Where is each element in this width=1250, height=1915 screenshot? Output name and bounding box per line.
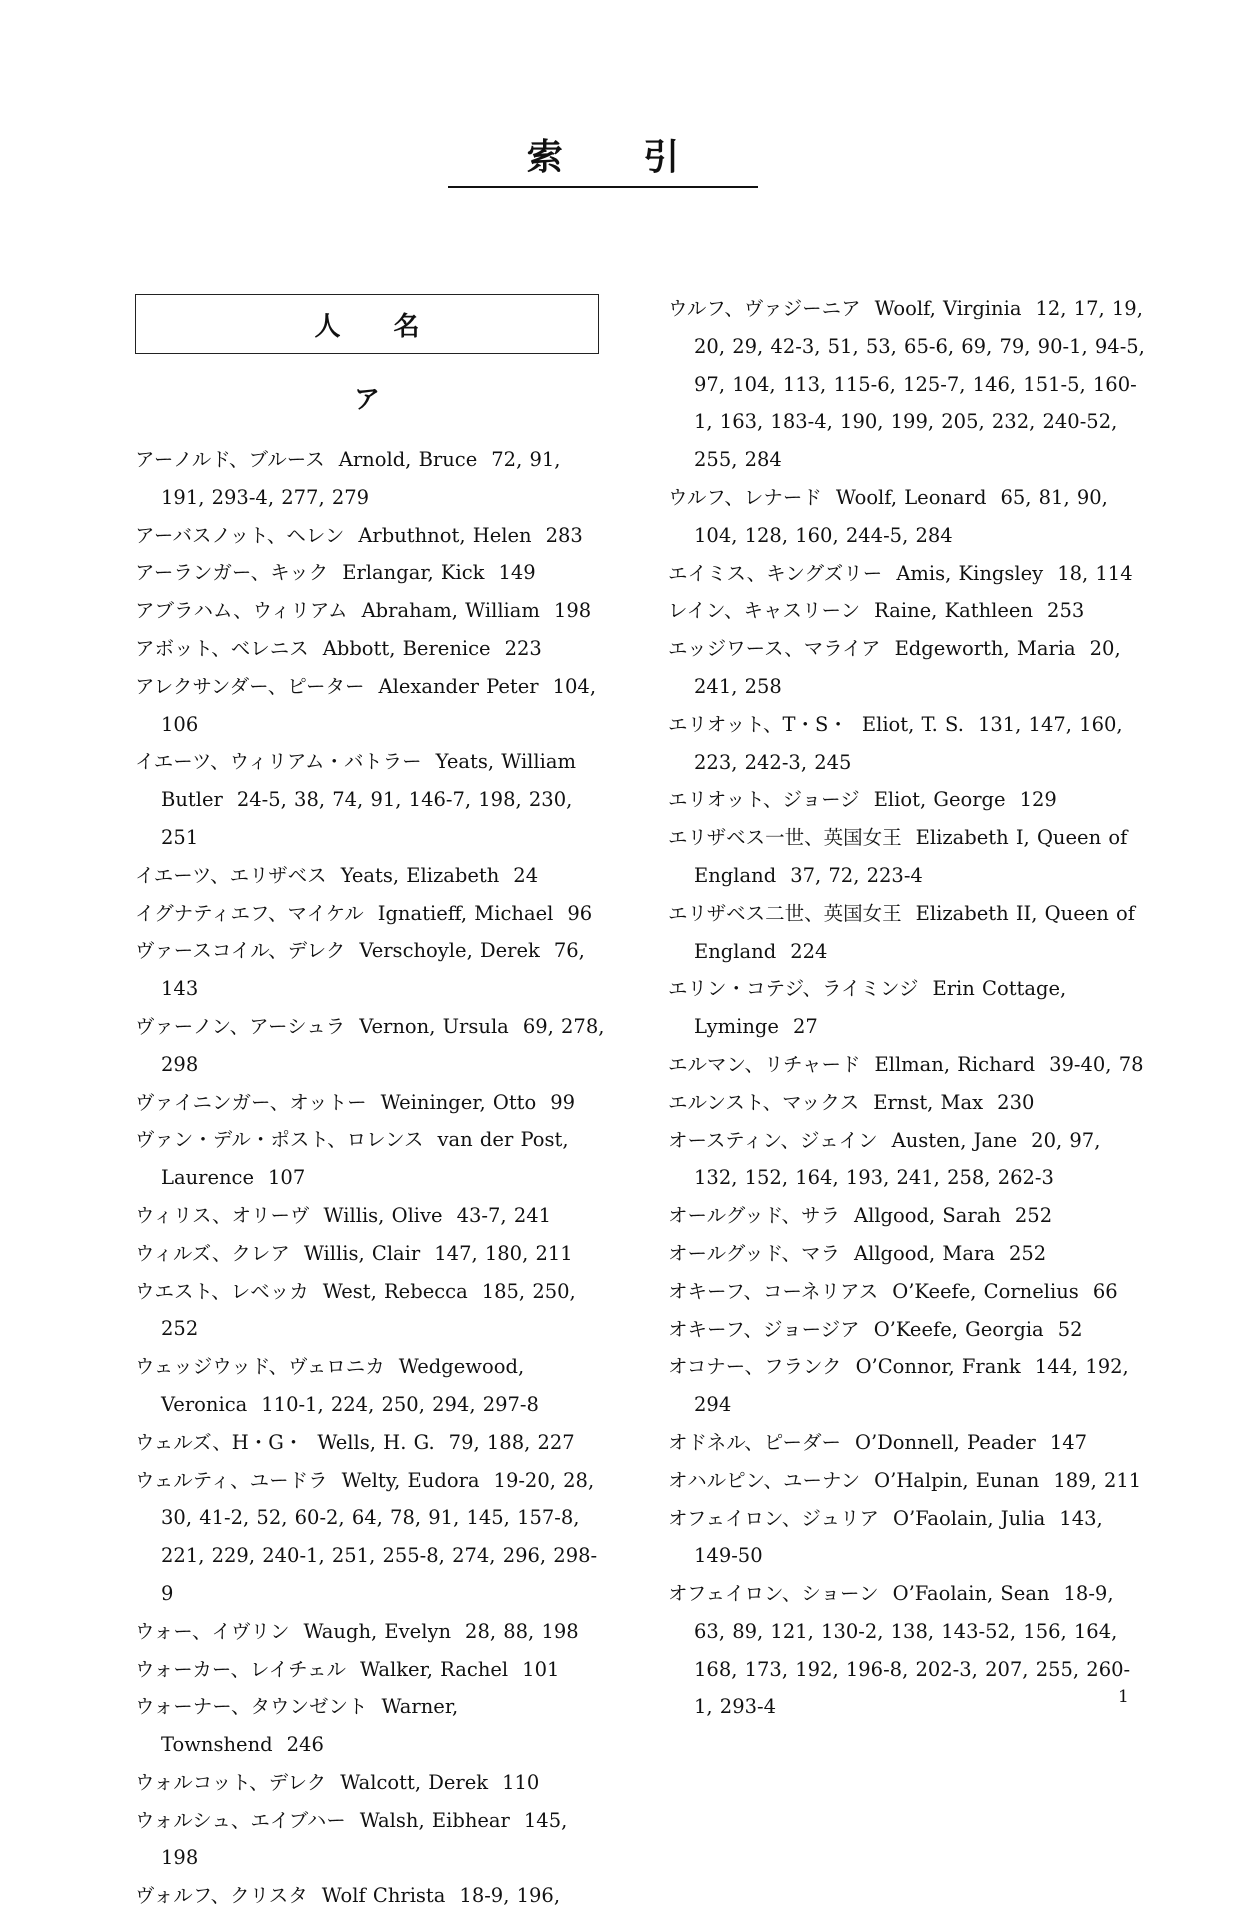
entry-english-name: O’Donnell, Peader bbox=[854, 1430, 1036, 1454]
entry-page-numbers: 72, 91, 191, 293-4, 277, 279 bbox=[161, 448, 561, 509]
index-entry bbox=[135, 1688, 605, 1764]
entry-english-name: Verschoyle, Derek bbox=[359, 939, 540, 963]
entry-english-name: Alexander Peter bbox=[378, 674, 539, 698]
entry-page-numbers: 52 bbox=[1057, 1317, 1083, 1341]
entry-japanese-name: イエーツ、ウィリアム・バトラー bbox=[135, 750, 422, 774]
index-entry bbox=[668, 1424, 1148, 1462]
entry-english-name: O’Keefe, Georgia bbox=[873, 1317, 1044, 1341]
entry-page-numbers: 37, 72, 223-4 bbox=[790, 863, 923, 887]
entry-english-name: Erin Cottage, Lyminge bbox=[694, 977, 1067, 1039]
entry-japanese-name: ヴァイニンガー、オットー bbox=[135, 1090, 367, 1114]
index-entry bbox=[135, 1462, 605, 1613]
entry-english-name: van der Post, Laurence bbox=[161, 1128, 569, 1190]
index-entry bbox=[668, 1122, 1148, 1198]
entry-japanese-name: オキーフ、コーネリアス bbox=[668, 1279, 879, 1303]
entry-page-numbers: 18-9, 196, bbox=[459, 1884, 561, 1908]
entry-japanese-name: エリザベス二世、英国女王 bbox=[668, 901, 902, 925]
entry-japanese-name: エイミス、キングズリー bbox=[668, 561, 883, 585]
entry-page-numbers: 104, 106 bbox=[161, 674, 597, 736]
entry-page-numbers: 69, 278, 298 bbox=[161, 1014, 605, 1076]
entry-page-numbers: 79, 188, 227 bbox=[448, 1430, 575, 1454]
entry-english-name: Wolf Christa bbox=[321, 1884, 446, 1908]
entry-page-numbers: 18, 114 bbox=[1057, 561, 1133, 585]
entry-japanese-name: オコナー、フランク bbox=[668, 1355, 842, 1379]
index-entry bbox=[668, 290, 1148, 479]
entry-english-name: Austen, Jane bbox=[891, 1128, 1018, 1152]
index-entry bbox=[668, 555, 1148, 593]
entry-japanese-name: ウォルシュ、エイブハー bbox=[135, 1808, 346, 1832]
entry-page-numbers: 27 bbox=[792, 1015, 818, 1039]
entry-english-name: Wedgewood, Veronica bbox=[161, 1355, 525, 1416]
index-entry bbox=[135, 1877, 605, 1915]
entry-japanese-name: オールグッド、サラ bbox=[668, 1204, 840, 1228]
index-entry bbox=[135, 1235, 605, 1273]
entry-page-numbers: 110 bbox=[502, 1770, 540, 1794]
entry-japanese-name: レイン、キャスリーン bbox=[668, 599, 861, 623]
index-entry bbox=[135, 1802, 605, 1878]
entry-page-numbers: 76, 143 bbox=[161, 939, 585, 1001]
index-entry bbox=[135, 554, 605, 592]
index-entry bbox=[135, 1764, 605, 1802]
entry-japanese-name: ウルフ、ヴァジーニア bbox=[668, 297, 861, 320]
entry-page-numbers: 246 bbox=[286, 1733, 324, 1757]
entry-japanese-name: アボット、ベレニス bbox=[135, 636, 309, 660]
entry-page-numbers: 252 bbox=[1008, 1241, 1047, 1265]
section-heading-box bbox=[135, 294, 599, 354]
entry-japanese-name: ウェッジウッド、ヴェロニカ bbox=[135, 1355, 385, 1379]
entry-english-name: Elizabeth II, Queen of England bbox=[694, 901, 1135, 963]
index-entry bbox=[135, 592, 605, 630]
index-entry bbox=[135, 1121, 605, 1197]
index-entry bbox=[668, 706, 1148, 782]
entry-english-name: Raine, Kathleen bbox=[874, 599, 1034, 623]
index-entry bbox=[135, 1348, 605, 1424]
title-underline bbox=[448, 186, 758, 188]
entry-english-name: Walcott, Derek bbox=[340, 1770, 489, 1794]
index-entry bbox=[668, 1311, 1148, 1349]
entry-page-numbers: 223 bbox=[504, 636, 542, 660]
index-entry bbox=[668, 895, 1148, 971]
entry-japanese-name: エリオット、ジョージ bbox=[668, 788, 860, 812]
entry-page-numbers: 65, 81, 90, 104, 128, 160, 244-5, 284 bbox=[694, 485, 1108, 547]
section-heading: 人 名 bbox=[314, 311, 442, 342]
entry-page-numbers: 39-40, 78 bbox=[1049, 1052, 1144, 1076]
entry-japanese-name: ウェルティ、ユードラ bbox=[135, 1468, 328, 1492]
index-entry bbox=[135, 517, 605, 555]
entry-japanese-name: アーバスノット、ヘレン bbox=[135, 523, 345, 547]
entry-page-numbers: 283 bbox=[545, 523, 583, 547]
page-number: 1 bbox=[1118, 1687, 1129, 1707]
entry-english-name: Ernst, Max bbox=[873, 1090, 984, 1114]
index-entry bbox=[668, 781, 1148, 819]
index-entry bbox=[135, 630, 605, 668]
index-entry bbox=[668, 479, 1148, 555]
entry-japanese-name: エリン・コテジ、ライミンジ bbox=[668, 977, 919, 1001]
page-title: 索 引 bbox=[526, 137, 714, 178]
entry-page-numbers: 101 bbox=[522, 1657, 560, 1681]
entry-page-numbers: 20, 97, 132, 152, 164, 193, 241, 258, 262-3 bbox=[694, 1128, 1101, 1190]
entry-english-name: Yeats, Elizabeth bbox=[340, 863, 500, 887]
entry-japanese-name: ヴァーノン、アーシュラ bbox=[135, 1014, 346, 1038]
entry-english-name: Willis, Clair bbox=[303, 1241, 421, 1265]
entry-page-numbers: 66 bbox=[1092, 1279, 1118, 1303]
entry-page-numbers: 28, 88, 198 bbox=[465, 1619, 579, 1643]
entry-english-name: Vernon, Ursula bbox=[359, 1014, 509, 1038]
index-entry bbox=[135, 1651, 605, 1689]
entry-japanese-name: アーノルド、ブルース bbox=[135, 448, 325, 471]
entry-japanese-name: ウォーナー、タウンゼント bbox=[135, 1695, 368, 1719]
entry-page-numbers: 110-1, 224, 250, 294, 297-8 bbox=[261, 1392, 539, 1416]
entry-english-name: Allgood, Mara bbox=[854, 1241, 995, 1265]
index-entry bbox=[135, 932, 605, 1008]
entry-japanese-name: ヴァン・デル・ポスト、ロレンス bbox=[135, 1128, 424, 1152]
entry-page-numbers: 20, 241, 258 bbox=[694, 637, 1121, 698]
index-entry bbox=[135, 1008, 605, 1084]
entry-page-numbers: 149 bbox=[498, 561, 536, 585]
entry-english-name: Abraham, William bbox=[361, 599, 540, 623]
entry-page-numbers: 99 bbox=[550, 1090, 576, 1114]
index-entry bbox=[668, 970, 1148, 1046]
index-entry bbox=[668, 1046, 1148, 1084]
index-entry bbox=[135, 895, 605, 933]
entry-japanese-name: ウィリス、オリーヴ bbox=[135, 1203, 310, 1227]
entry-page-numbers: 19-20, 28, 30, 41-2, 52, 60-2, 64, 78, 91, 145, 157-8, 221, 229, 240-1, 251, 255-8, 274, 296, 298-9 bbox=[161, 1468, 598, 1605]
entry-english-name: Arnold, Bruce bbox=[338, 448, 478, 471]
entry-english-name: Wells, H. G. bbox=[317, 1430, 435, 1454]
entry-page-numbers: 230 bbox=[997, 1090, 1035, 1114]
entry-page-numbers: 131, 147, 160, 223, 242-3, 245 bbox=[694, 712, 1123, 774]
entry-english-name: O’Faolain, Julia bbox=[893, 1506, 1046, 1530]
entry-page-numbers: 144, 192, 294 bbox=[694, 1355, 1129, 1417]
entry-english-name: Walker, Rachel bbox=[360, 1657, 509, 1681]
index-entry bbox=[135, 1613, 605, 1651]
entry-japanese-name: オールグッド、マラ bbox=[668, 1241, 840, 1265]
entry-english-name: West, Rebecca bbox=[322, 1279, 468, 1303]
entry-japanese-name: オフェイロン、ジュリア bbox=[668, 1506, 879, 1530]
entry-english-name: Weininger, Otto bbox=[380, 1090, 537, 1114]
entry-page-numbers: 198 bbox=[553, 599, 592, 623]
entry-japanese-name: エリオット、T・S・ bbox=[668, 712, 848, 736]
entry-english-name: Arbuthnot, Helen bbox=[358, 523, 532, 547]
entry-japanese-name: ウルフ、レナード bbox=[668, 485, 822, 509]
entry-japanese-name: アブラハム、ウィリアム bbox=[135, 599, 348, 623]
entry-english-name: Amis, Kingsley bbox=[896, 561, 1044, 585]
entry-japanese-name: オフェイロン、ショーン bbox=[668, 1582, 879, 1606]
left-column-index bbox=[135, 441, 605, 1915]
entry-japanese-name: ウォルコット、デレク bbox=[135, 1770, 327, 1794]
entry-page-numbers: 147 bbox=[1049, 1430, 1088, 1454]
entry-english-name: Ignatieff, Michael bbox=[377, 901, 554, 925]
entry-japanese-name: アレクサンダー、ピーター bbox=[135, 674, 365, 698]
index-entry bbox=[668, 1575, 1148, 1726]
index-entry bbox=[668, 1197, 1148, 1235]
entry-page-numbers: 145, 198 bbox=[161, 1808, 568, 1870]
entry-japanese-name: イエーツ、エリザベス bbox=[135, 863, 327, 887]
entry-english-name: Waugh, Evelyn bbox=[303, 1619, 452, 1643]
entry-page-numbers: 24 bbox=[513, 863, 539, 887]
entry-page-numbers: 252 bbox=[1014, 1204, 1053, 1228]
index-entry bbox=[668, 592, 1148, 630]
entry-japanese-name: オースティン、ジェイン bbox=[668, 1128, 878, 1152]
entry-page-numbers: 12, 17, 19, 20, 29, 42-3, 51, 53, 65-6, 69, 79, 90-1, 94-5, 97, 104, 113, 115-6, 125-7, 146, 151-5, 160-1, 163, 183-4, 190, 199, 205, 232, 240-52, 255, 284 bbox=[694, 297, 1145, 472]
entry-page-numbers: 43-7, 241 bbox=[456, 1203, 552, 1227]
entry-japanese-name: エルマン、リチャード bbox=[668, 1052, 861, 1076]
entry-japanese-name: アーランガー、キック bbox=[135, 561, 329, 585]
entry-japanese-name: エルンスト、マックス bbox=[668, 1090, 860, 1114]
entry-english-name: Eliot, T. S. bbox=[861, 712, 964, 736]
entry-page-numbers: 96 bbox=[567, 901, 593, 925]
entry-page-numbers: 143, 149-50 bbox=[694, 1506, 1103, 1568]
entry-japanese-name: イグナティエフ、マイケル bbox=[135, 901, 364, 925]
index-entry bbox=[668, 1235, 1148, 1273]
entry-japanese-name: ウエスト、レベッカ bbox=[135, 1279, 309, 1303]
entry-japanese-name: ウォー、イヴリン bbox=[135, 1619, 290, 1643]
index-entry bbox=[135, 857, 605, 895]
entry-english-name: Walsh, Eibhear bbox=[359, 1808, 510, 1832]
entry-english-name: Abbott, Berenice bbox=[322, 636, 491, 660]
index-entry bbox=[135, 743, 605, 856]
entry-english-name: Erlangar, Kick bbox=[342, 561, 485, 585]
index-entry bbox=[668, 1273, 1148, 1311]
index-entry bbox=[135, 668, 605, 744]
entry-english-name: Yeats, William Butler bbox=[161, 750, 577, 812]
entry-english-name: Allgood, Sarah bbox=[854, 1204, 1001, 1228]
entry-english-name: Ellman, Richard bbox=[874, 1052, 1036, 1076]
entry-page-numbers: 189, 211 bbox=[1053, 1468, 1142, 1492]
entry-page-numbers: 129 bbox=[1019, 788, 1057, 812]
entry-japanese-name: オハルピン、ユーナン bbox=[668, 1468, 861, 1492]
entry-english-name: O’Keefe, Cornelius bbox=[892, 1279, 1079, 1303]
entry-japanese-name: ウェルズ、H・G・ bbox=[135, 1430, 304, 1454]
entry-english-name: Elizabeth I, Queen of England bbox=[694, 826, 1128, 887]
entry-english-name: Eliot, George bbox=[873, 788, 1006, 812]
entry-english-name: O’Faolain, Sean bbox=[892, 1582, 1050, 1606]
index-entry bbox=[668, 819, 1148, 895]
entry-page-numbers: 224 bbox=[790, 939, 828, 963]
entry-english-name: Willis, Olive bbox=[323, 1203, 443, 1227]
entry-page-numbers: 185, 250, 252 bbox=[161, 1279, 576, 1341]
entry-english-name: Woolf, Leonard bbox=[835, 485, 987, 509]
kana-heading: ア bbox=[353, 385, 380, 415]
entry-english-name: O’Halpin, Eunan bbox=[874, 1468, 1040, 1492]
entry-english-name: Warner, Townshend bbox=[161, 1695, 459, 1757]
index-entry bbox=[668, 1500, 1148, 1576]
entry-page-numbers: 107 bbox=[268, 1166, 306, 1190]
entry-page-numbers: 24-5, 38, 74, 91, 146-7, 198, 230, 251 bbox=[161, 788, 573, 849]
index-entry bbox=[135, 1273, 605, 1349]
entry-english-name: Edgeworth, Maria bbox=[894, 637, 1076, 661]
entry-page-numbers: 18-9, 63, 89, 121, 130-2, 138, 143-52, 156, 164, 168, 173, 192, 196-8, 202-3, 207, 255, 260-1, 293-4 bbox=[694, 1582, 1131, 1719]
index-entry bbox=[135, 1197, 605, 1235]
entry-japanese-name: オキーフ、ジョージア bbox=[668, 1317, 860, 1341]
entry-japanese-name: ウォーカー、レイチェル bbox=[135, 1657, 346, 1681]
index-entry bbox=[135, 441, 605, 517]
index-entry bbox=[668, 1348, 1148, 1424]
index-entry bbox=[668, 630, 1148, 706]
entry-japanese-name: ヴォルフ、クリスタ bbox=[135, 1884, 308, 1908]
right-column-index bbox=[668, 290, 1148, 1726]
index-entry bbox=[668, 1084, 1148, 1122]
entry-english-name: Welty, Eudora bbox=[341, 1468, 480, 1492]
entry-english-name: O’Connor, Frank bbox=[855, 1355, 1021, 1379]
entry-english-name: Woolf, Virginia bbox=[874, 297, 1022, 320]
index-entry bbox=[668, 1462, 1148, 1500]
index-entry bbox=[135, 1084, 605, 1122]
entry-japanese-name: エッジワース、マライア bbox=[668, 637, 881, 661]
entry-page-numbers: 253 bbox=[1047, 599, 1085, 623]
entry-japanese-name: オドネル、ピーダー bbox=[668, 1430, 841, 1454]
entry-japanese-name: ウィルズ、クレア bbox=[135, 1241, 290, 1265]
entry-page-numbers: 147, 180, 211 bbox=[434, 1241, 573, 1265]
entry-japanese-name: エリザベス一世、英国女王 bbox=[668, 826, 902, 850]
index-entry bbox=[135, 1424, 605, 1462]
entry-japanese-name: ヴァースコイル、デレク bbox=[135, 939, 346, 963]
